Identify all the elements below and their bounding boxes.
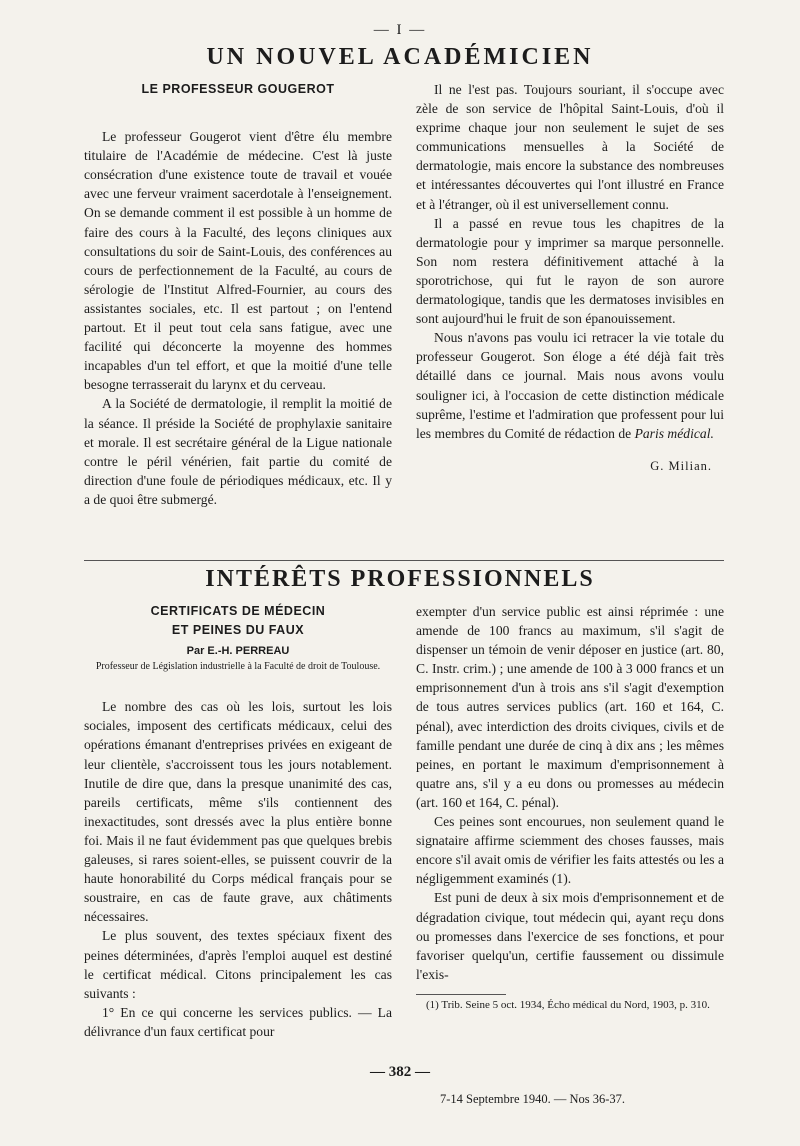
issue-date: 7-14 Septembre 1940. — Nos 36-37. [440,1092,626,1106]
article1-paragraph: A la Société de dermatologie, il remplit la moitié de la séance. Il préside la Société de prophylaxie sanitaire et morale. Il est secrétaire général de la Ligue nationale contre le péril vénérien, fait partie du comité de direction d'une foule de périodiques médicaux, etc. Il y a de quoi être submergé. [84,396,392,507]
article2-paragraph: Ces peines sont encourues, non seulement quand le signataire affirme sciemment des choses fausses, mais encore s'il avait omis de vérifier les faits attestés ou les a négligemment examinés (1). [416,814,724,887]
signature: G. Milian. [650,458,712,473]
footnote-divider [416,994,506,995]
article2-paragraph: Le nombre des cas où les lois, surtout les lois sociales, imposent des certificats médicaux, celui des opérations émanant d'entreprises privées en exigeant de leur clientèle, s'accroissent tous les jours notablement. Inutile de dire que, dans la presque unanimité des cas, pareils certificats, même s'ils contiennent des inexactitudes, sont dressés avec la plus entière bonne foi. Mais il ne faut évidemment pas que quelques brebis galeuses, si rares soient-elles, se puissent couvrir de la haute honorabilité du Corps médical français pour se soustraire, en cas de faute grave, aux châtiments nécessaires. [84,699,392,925]
article1-closing-text: Nous n'avons pas voulu ici retracer la vie totale du professeur Gougerot. Son éloge a été déjà fait très détaillé dans ce journal. Mais nous avons voulu souligner ici, à l'occasion de cette distinction médicale suprême, l'estime et l'admiration que professent pour lui les membres du Comité de rédaction de [416,330,724,441]
article-title: UN NOUVEL ACADÉMICIEN [206,44,594,70]
article2-subtitle-line2: ET PEINES DU FAUX [171,623,305,638]
article1-paragraph: Le professeur Gougerot vient d'être élu membre titulaire de l'Académie de médecine. C'est là juste consécration d'une existence toute de travail et vouée avec une ferveur vraiment sacerdotale à l'enseignement. On se demande comment il est possible à un homme de faire des cours à la Faculté, des leçons cliniques aux consultations du soir de Saint-Louis, des conférences au cours de perfectionnement de la Faculté, au cours de sérologie de l'Institut Alfred-Fournier, au cours des assistantes sociales, etc. Il est partout ; on l'entend partout. Et il peut tout cela sans fatigue, avec une facilité qui déconcerte la moyenne des hommes incapables d'un tel effort, et que la moitié d'une telle besogne terrasserait du larynx et du cerveau. [84,129,392,393]
footnote: (1) Trib. Seine 5 oct. 1934, Écho médical du Nord, 1903, p. 310. [426,998,710,1011]
article2-left-column [84,602,392,1041]
journal-name: Paris médical. [634,425,714,441]
article1-left-column [84,80,392,509]
article2-byline: Par E.-H. PERREAU [186,645,290,658]
article2-right-column [416,602,724,1012]
article2-paragraph: 1° En ce qui concerne les services publics. — La délivrance d'un faux certificat pour [84,1004,392,1039]
article1-paragraph [416,328,724,443]
article2-byline-description: Professeur de Législation industrielle à la Faculté de droit de Toulouse. [95,661,381,673]
top-folio: — I — [373,22,427,38]
article2-paragraph: Est puni de deux à six mois d'emprisonnement et de dégradation civique, tout médecin qui, ayant reçu dons ou promesses dans l'exercice de ses fonctions, et pour favoriser quelqu'un, certifie faussement ou dissimule l'exis- [416,890,724,982]
article2-paragraph: exempter d'un service public est ainsi réprimée : une amende de 100 francs au maximum, s'il s'agit de dispenser un témoin de venir déposer en justice (art. 80, C. Instr. crim.) ; une amende de 100 à 3 000 francs et un emprisonnement d'un à trois ans s'il s'agit d'exemption de tous autres services publics (art. 160 et 164, C. pénal), avec interdiction des droits civiques, civils et de famille pendant une durée de cinq à dix ans ; les mêmes peines, en portant le maximum d'emprisonnement à quatre ans, s'il y a eu dons ou promesses au médecin (art. 160 et 164, C. pénal). [416,604,724,810]
article1-subtitle: LE PROFESSEUR GOUGEROT [141,82,335,96]
page-number: — 382 — [370,1064,430,1080]
article1-right-column [416,80,724,476]
section-title: INTÉRÊTS PROFESSIONNELS [205,566,595,592]
article1-paragraph: Il ne l'est pas. Toujours souriant, il s'occupe avec zèle de son service de l'hôpital Saint-Louis, d'où il exprime chaque jour non seulement le sujet de ses communications mensuelles à la Société de dermatologie, mais encore la substance des nombreuses et intéressantes découvertes qui l'ont illustré en France et à l'étranger, où il est universellement connu. [416,82,724,212]
section-divider [84,560,724,561]
article2-subtitle-line1: CERTIFICATS DE MÉDECIN [150,604,326,618]
article2-paragraph: Le plus souvent, des textes spéciaux fixent des peines déterminées, d'après l'emploi auquel est destiné le certificat médical. Citons principalement les cas suivants : [84,928,392,1001]
article1-paragraph: Il a passé en revue tous les chapitres de la dermatologie pour y imprimer sa marque personnelle. Son nom restera définitivement attaché à la sporotrichose, qui fut le rayon de son aurore dermatologique, tandis que les dermatoses invisibles en sont aujourd'hui le fruit de son épanouissement. [416,215,724,327]
